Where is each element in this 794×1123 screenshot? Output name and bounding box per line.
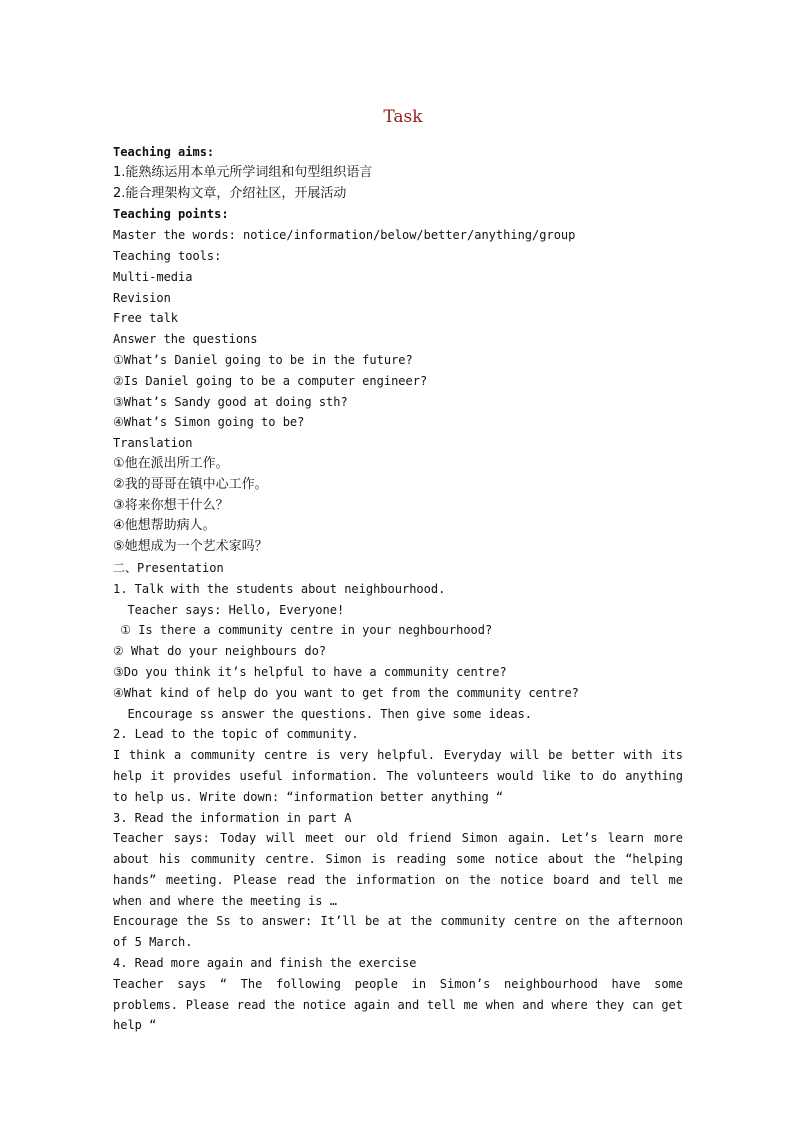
text-line: Teacher says: Hello, Everyone! xyxy=(113,602,345,617)
document-page xyxy=(113,102,683,1036)
document-title: Task xyxy=(383,107,423,127)
text-line: 3. Read the information in part A xyxy=(113,810,352,825)
text-line: Answer the questions xyxy=(113,332,258,347)
text-line: Encourage ss answer the questions. Then give some ideas. xyxy=(113,706,533,721)
text-line: ④What kind of help do you want to get from the community centre? xyxy=(113,685,579,700)
text-line: Free talk xyxy=(113,311,179,326)
text-line: ⑤她想成为一个艺术家吗？ xyxy=(113,539,268,555)
text-line: ④他想帮助病人。 xyxy=(113,518,216,534)
text-line: 1. Talk with the students about neighbourhood. xyxy=(113,581,446,596)
text-line: Teacher says: Today will meet our old friend Simon again. Let’s learn more about his community centre. Simon is reading some notice about the “helping hands” meeting. Please read the information on the notice board and tell me when and where the meeting is … xyxy=(113,831,683,908)
text-line: Multi-media xyxy=(113,269,193,284)
text-line: I think a community centre is very helpful. Everyday will be better with its help it provides useful information. The volunteers would like to do anything to help us. Write down: “information better anything “ xyxy=(113,748,683,804)
text-line: Translation xyxy=(113,436,193,451)
text-line: ③将来你想干什么？ xyxy=(113,497,229,513)
text-line: ① Is there a community centre in your neghbourhood? xyxy=(113,623,493,638)
text-line: ②我的哥哥在镇中心工作。 xyxy=(113,476,268,492)
text-line: 二、Presentation xyxy=(113,560,224,575)
text-line: 1.能熟练运用本单元所学词组和句型组织语言 xyxy=(113,164,373,180)
text-line: ②Is Daniel going to be a computer engineer? xyxy=(113,373,428,388)
text-line: ①What’s Daniel going to be in the future? xyxy=(113,352,413,367)
text-line: 2.能合理架构文章，介绍社区，开展活动 xyxy=(113,185,347,201)
text-line: Teaching tools: xyxy=(113,248,222,263)
text-line: ③Do you think it’s helpful to have a community centre? xyxy=(113,664,507,679)
text-line: ④What’s Simon going to be? xyxy=(113,415,305,430)
text-line: Teaching aims: xyxy=(113,145,215,159)
text-line: 2. Lead to the topic of community. xyxy=(113,727,359,742)
document-body xyxy=(113,142,683,1036)
text-line: Revision xyxy=(113,290,171,305)
text-line: 4. Read more again and finish the exercise xyxy=(113,956,417,971)
text-line: ①他在派出所工作。 xyxy=(113,455,229,471)
text-line: Master the words: notice/information/below/better/anything/group xyxy=(113,228,576,243)
text-line: Teaching points: xyxy=(113,207,229,222)
text-line: Teacher says “ The following people in Simon’s neighbourhood have some problems. Please read the notice again and tell me when and where they can get help “ xyxy=(113,976,683,1033)
text-line: ② What do your neighbours do? xyxy=(113,644,327,659)
text-line: Encourage the Ss to answer: It’ll be at the community centre on the afternoon of 5 March. xyxy=(113,914,683,950)
text-line: ③What’s Sandy good at doing sth? xyxy=(113,394,348,409)
